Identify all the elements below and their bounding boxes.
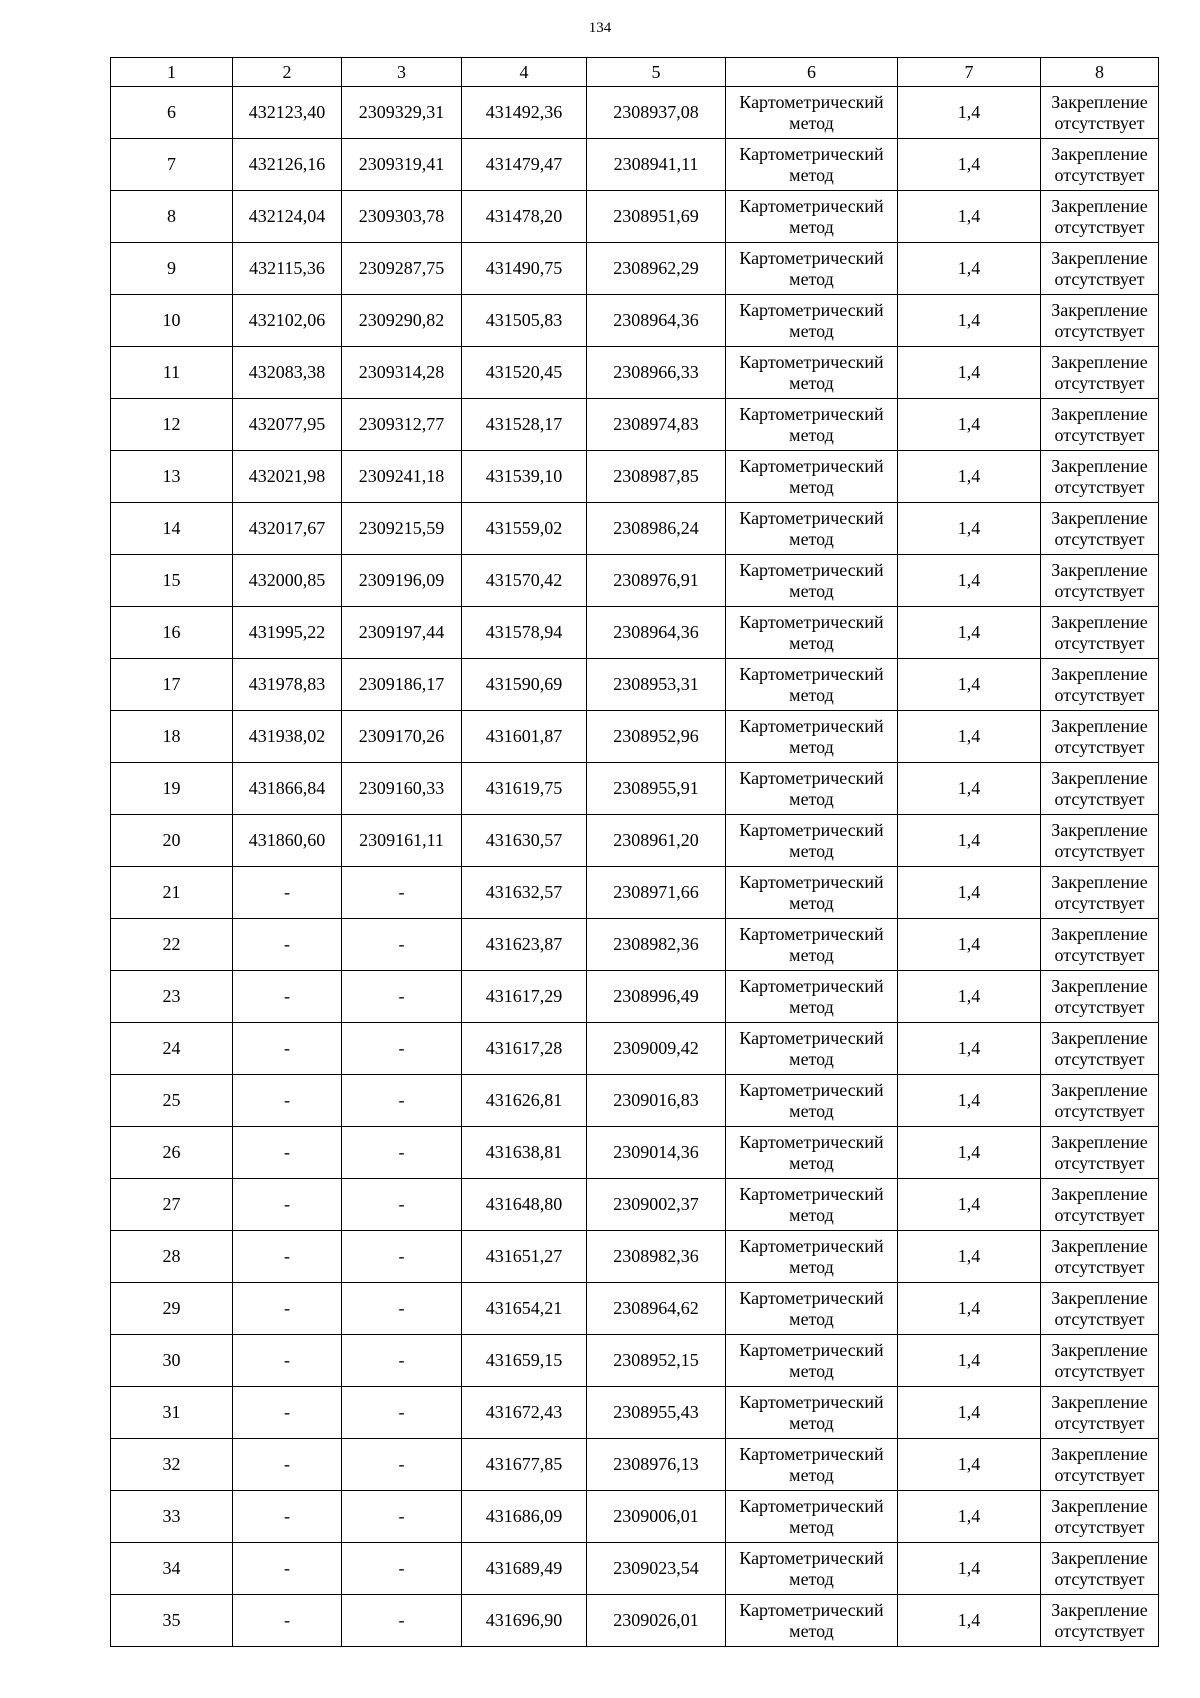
x-old-cell: 432017,67 (233, 503, 342, 555)
point-number-cell: 22 (111, 919, 233, 971)
fixing-cell: Закрепление отсутствует (1041, 503, 1159, 555)
method-cell: Картометрический метод (726, 815, 898, 867)
x-old-cell: - (233, 1127, 342, 1179)
table-row (111, 347, 1159, 399)
fixing-cell: Закрепление отсутствует (1041, 139, 1159, 191)
fixing-cell: Закрепление отсутствует (1041, 659, 1159, 711)
point-number-cell: 19 (111, 763, 233, 815)
method-cell: Картометрический метод (726, 503, 898, 555)
fixing-cell: Закрепление отсутствует (1041, 295, 1159, 347)
method-cell: Картометрический метод (726, 1543, 898, 1595)
fixing-cell: Закрепление отсутствует (1041, 1491, 1159, 1543)
accuracy-cell: 1,4 (898, 347, 1041, 399)
y-old-cell: - (342, 971, 462, 1023)
table-row (111, 243, 1159, 295)
x-old-cell: - (233, 1283, 342, 1335)
y-new-cell: 2308952,15 (587, 1335, 726, 1387)
method-cell: Картометрический метод (726, 763, 898, 815)
y-new-cell: 2308986,24 (587, 503, 726, 555)
point-number-cell: 10 (111, 295, 233, 347)
x-new-cell: 431689,49 (462, 1543, 587, 1595)
method-cell: Картометрический метод (726, 1075, 898, 1127)
fixing-cell: Закрепление отсутствует (1041, 711, 1159, 763)
x-new-cell: 431578,94 (462, 607, 587, 659)
y-new-cell: 2308976,13 (587, 1439, 726, 1491)
x-old-cell: - (233, 1387, 342, 1439)
accuracy-cell: 1,4 (898, 1075, 1041, 1127)
x-old-cell: 431938,02 (233, 711, 342, 763)
x-old-cell: 432000,85 (233, 555, 342, 607)
table-header-row (111, 58, 1159, 87)
table-row (111, 1127, 1159, 1179)
x-new-cell: 431479,47 (462, 139, 587, 191)
y-old-cell: 2309241,18 (342, 451, 462, 503)
x-new-cell: 431505,83 (462, 295, 587, 347)
point-number-cell: 14 (111, 503, 233, 555)
table-row (111, 1023, 1159, 1075)
y-old-cell: - (342, 1179, 462, 1231)
accuracy-cell: 1,4 (898, 1023, 1041, 1075)
x-old-cell: 432123,40 (233, 87, 342, 139)
y-new-cell: 2308982,36 (587, 1231, 726, 1283)
fixing-cell: Закрепление отсутствует (1041, 815, 1159, 867)
x-new-cell: 431490,75 (462, 243, 587, 295)
fixing-cell: Закрепление отсутствует (1041, 347, 1159, 399)
point-number-cell: 30 (111, 1335, 233, 1387)
fixing-cell: Закрепление отсутствует (1041, 971, 1159, 1023)
y-new-cell: 2309014,36 (587, 1127, 726, 1179)
x-new-cell: 431623,87 (462, 919, 587, 971)
point-number-cell: 21 (111, 867, 233, 919)
y-old-cell: - (342, 1595, 462, 1647)
y-old-cell: 2309186,17 (342, 659, 462, 711)
accuracy-cell: 1,4 (898, 607, 1041, 659)
fixing-cell: Закрепление отсутствует (1041, 607, 1159, 659)
column-header: 4 (462, 58, 587, 87)
method-cell: Картометрический метод (726, 399, 898, 451)
x-old-cell: - (233, 971, 342, 1023)
fixing-cell: Закрепление отсутствует (1041, 1179, 1159, 1231)
point-number-cell: 29 (111, 1283, 233, 1335)
fixing-cell: Закрепление отсутствует (1041, 1283, 1159, 1335)
x-new-cell: 431696,90 (462, 1595, 587, 1647)
y-old-cell: 2309312,77 (342, 399, 462, 451)
y-new-cell: 2309016,83 (587, 1075, 726, 1127)
x-new-cell: 431677,85 (462, 1439, 587, 1491)
x-new-cell: 431570,42 (462, 555, 587, 607)
x-old-cell: 431866,84 (233, 763, 342, 815)
y-old-cell: - (342, 1335, 462, 1387)
method-cell: Картометрический метод (726, 1283, 898, 1335)
y-old-cell: - (342, 1127, 462, 1179)
y-old-cell: - (342, 1231, 462, 1283)
accuracy-cell: 1,4 (898, 1491, 1041, 1543)
table-row (111, 1439, 1159, 1491)
x-old-cell: 432124,04 (233, 191, 342, 243)
table-row (111, 139, 1159, 191)
method-cell: Картометрический метод (726, 1491, 898, 1543)
x-old-cell: - (233, 1231, 342, 1283)
x-old-cell: - (233, 1595, 342, 1647)
y-old-cell: 2309160,33 (342, 763, 462, 815)
table-row (111, 763, 1159, 815)
y-old-cell: - (342, 1491, 462, 1543)
accuracy-cell: 1,4 (898, 659, 1041, 711)
x-new-cell: 431630,57 (462, 815, 587, 867)
point-number-cell: 25 (111, 1075, 233, 1127)
x-old-cell: - (233, 1491, 342, 1543)
y-new-cell: 2308966,33 (587, 347, 726, 399)
x-new-cell: 431617,29 (462, 971, 587, 1023)
x-old-cell: - (233, 867, 342, 919)
method-cell: Картометрический метод (726, 1179, 898, 1231)
x-old-cell: - (233, 1179, 342, 1231)
y-new-cell: 2308952,96 (587, 711, 726, 763)
accuracy-cell: 1,4 (898, 1595, 1041, 1647)
y-old-cell: - (342, 1387, 462, 1439)
fixing-cell: Закрепление отсутствует (1041, 867, 1159, 919)
fixing-cell: Закрепление отсутствует (1041, 555, 1159, 607)
x-new-cell: 431492,36 (462, 87, 587, 139)
fixing-cell: Закрепление отсутствует (1041, 1231, 1159, 1283)
method-cell: Картометрический метод (726, 1439, 898, 1491)
x-new-cell: 431559,02 (462, 503, 587, 555)
point-number-cell: 28 (111, 1231, 233, 1283)
table-row (111, 191, 1159, 243)
x-old-cell: 432102,06 (233, 295, 342, 347)
y-new-cell: 2309006,01 (587, 1491, 726, 1543)
table-row (111, 1179, 1159, 1231)
table-row (111, 1491, 1159, 1543)
fixing-cell: Закрепление отсутствует (1041, 451, 1159, 503)
point-number-cell: 31 (111, 1387, 233, 1439)
y-old-cell: - (342, 867, 462, 919)
x-new-cell: 431601,87 (462, 711, 587, 763)
table-row (111, 555, 1159, 607)
x-old-cell: 432021,98 (233, 451, 342, 503)
table-row (111, 971, 1159, 1023)
accuracy-cell: 1,4 (898, 815, 1041, 867)
x-old-cell: 432115,36 (233, 243, 342, 295)
table-row (111, 1543, 1159, 1595)
y-new-cell: 2308964,36 (587, 295, 726, 347)
table-row (111, 1231, 1159, 1283)
y-new-cell: 2308941,11 (587, 139, 726, 191)
table-row (111, 1075, 1159, 1127)
method-cell: Картометрический метод (726, 711, 898, 763)
point-number-cell: 35 (111, 1595, 233, 1647)
table-row (111, 503, 1159, 555)
y-new-cell: 2309023,54 (587, 1543, 726, 1595)
y-new-cell: 2309002,37 (587, 1179, 726, 1231)
fixing-cell: Закрепление отсутствует (1041, 243, 1159, 295)
accuracy-cell: 1,4 (898, 971, 1041, 1023)
fixing-cell: Закрепление отсутствует (1041, 763, 1159, 815)
method-cell: Картометрический метод (726, 1387, 898, 1439)
point-number-cell: 32 (111, 1439, 233, 1491)
method-cell: Картометрический метод (726, 971, 898, 1023)
accuracy-cell: 1,4 (898, 711, 1041, 763)
fixing-cell: Закрепление отсутствует (1041, 919, 1159, 971)
accuracy-cell: 1,4 (898, 399, 1041, 451)
fixing-cell: Закрепление отсутствует (1041, 1387, 1159, 1439)
y-old-cell: 2309161,11 (342, 815, 462, 867)
fixing-cell: Закрепление отсутствует (1041, 1335, 1159, 1387)
point-number-cell: 8 (111, 191, 233, 243)
y-old-cell: - (342, 1023, 462, 1075)
fixing-cell: Закрепление отсутствует (1041, 1543, 1159, 1595)
method-cell: Картометрический метод (726, 867, 898, 919)
y-old-cell: 2309290,82 (342, 295, 462, 347)
accuracy-cell: 1,4 (898, 555, 1041, 607)
x-new-cell: 431672,43 (462, 1387, 587, 1439)
accuracy-cell: 1,4 (898, 867, 1041, 919)
method-cell: Картометрический метод (726, 1127, 898, 1179)
page-number: 134 (588, 20, 612, 36)
table-row (111, 1387, 1159, 1439)
x-new-cell: 431638,81 (462, 1127, 587, 1179)
table-row (111, 451, 1159, 503)
y-new-cell: 2308976,91 (587, 555, 726, 607)
accuracy-cell: 1,4 (898, 1439, 1041, 1491)
y-new-cell: 2308996,49 (587, 971, 726, 1023)
point-number-cell: 26 (111, 1127, 233, 1179)
point-number-cell: 13 (111, 451, 233, 503)
y-old-cell: - (342, 1283, 462, 1335)
accuracy-cell: 1,4 (898, 1335, 1041, 1387)
fixing-cell: Закрепление отсутствует (1041, 87, 1159, 139)
table-row (111, 87, 1159, 139)
column-header: 2 (233, 58, 342, 87)
fixing-cell: Закрепление отсутствует (1041, 191, 1159, 243)
point-number-cell: 15 (111, 555, 233, 607)
y-new-cell: 2308951,69 (587, 191, 726, 243)
y-new-cell: 2309026,01 (587, 1595, 726, 1647)
point-number-cell: 16 (111, 607, 233, 659)
y-old-cell: 2309319,41 (342, 139, 462, 191)
fixing-cell: Закрепление отсутствует (1041, 399, 1159, 451)
point-number-cell: 6 (111, 87, 233, 139)
y-old-cell: 2309197,44 (342, 607, 462, 659)
table-row (111, 815, 1159, 867)
y-new-cell: 2308987,85 (587, 451, 726, 503)
table-body (111, 87, 1159, 1647)
x-old-cell: 431995,22 (233, 607, 342, 659)
y-old-cell: 2309196,09 (342, 555, 462, 607)
y-old-cell: 2309314,28 (342, 347, 462, 399)
table-row (111, 1283, 1159, 1335)
accuracy-cell: 1,4 (898, 1387, 1041, 1439)
x-old-cell: - (233, 919, 342, 971)
x-new-cell: 431478,20 (462, 191, 587, 243)
column-header: 8 (1041, 58, 1159, 87)
x-new-cell: 431648,80 (462, 1179, 587, 1231)
x-new-cell: 431651,27 (462, 1231, 587, 1283)
y-old-cell: 2309170,26 (342, 711, 462, 763)
point-number-cell: 27 (111, 1179, 233, 1231)
accuracy-cell: 1,4 (898, 1179, 1041, 1231)
y-old-cell: 2309303,78 (342, 191, 462, 243)
y-new-cell: 2308971,66 (587, 867, 726, 919)
y-new-cell: 2308974,83 (587, 399, 726, 451)
method-cell: Картометрический метод (726, 1023, 898, 1075)
column-header: 3 (342, 58, 462, 87)
x-new-cell: 431632,57 (462, 867, 587, 919)
x-old-cell: - (233, 1335, 342, 1387)
x-old-cell: - (233, 1075, 342, 1127)
x-old-cell: 431860,60 (233, 815, 342, 867)
y-new-cell: 2309009,42 (587, 1023, 726, 1075)
method-cell: Картометрический метод (726, 347, 898, 399)
method-cell: Картометрический метод (726, 1335, 898, 1387)
method-cell: Картометрический метод (726, 243, 898, 295)
x-old-cell: - (233, 1023, 342, 1075)
point-number-cell: 12 (111, 399, 233, 451)
x-old-cell: 432126,16 (233, 139, 342, 191)
fixing-cell: Закрепление отсутствует (1041, 1075, 1159, 1127)
y-old-cell: 2309329,31 (342, 87, 462, 139)
y-old-cell: - (342, 919, 462, 971)
method-cell: Картометрический метод (726, 191, 898, 243)
method-cell: Картометрический метод (726, 919, 898, 971)
y-new-cell: 2308982,36 (587, 919, 726, 971)
table-row (111, 919, 1159, 971)
x-new-cell: 431590,69 (462, 659, 587, 711)
x-old-cell: - (233, 1543, 342, 1595)
accuracy-cell: 1,4 (898, 139, 1041, 191)
accuracy-cell: 1,4 (898, 295, 1041, 347)
method-cell: Картометрический метод (726, 659, 898, 711)
x-new-cell: 431619,75 (462, 763, 587, 815)
accuracy-cell: 1,4 (898, 191, 1041, 243)
method-cell: Картометрический метод (726, 1231, 898, 1283)
table-row (111, 711, 1159, 763)
fixing-cell: Закрепление отсутствует (1041, 1023, 1159, 1075)
x-new-cell: 431626,81 (462, 1075, 587, 1127)
x-old-cell: - (233, 1439, 342, 1491)
x-new-cell: 431659,15 (462, 1335, 587, 1387)
x-new-cell: 431520,45 (462, 347, 587, 399)
column-header: 6 (726, 58, 898, 87)
accuracy-cell: 1,4 (898, 243, 1041, 295)
accuracy-cell: 1,4 (898, 1231, 1041, 1283)
y-new-cell: 2308964,62 (587, 1283, 726, 1335)
x-new-cell: 431617,28 (462, 1023, 587, 1075)
x-new-cell: 431654,21 (462, 1283, 587, 1335)
x-new-cell: 431686,09 (462, 1491, 587, 1543)
y-new-cell: 2308964,36 (587, 607, 726, 659)
x-old-cell: 432083,38 (233, 347, 342, 399)
point-number-cell: 33 (111, 1491, 233, 1543)
accuracy-cell: 1,4 (898, 1283, 1041, 1335)
fixing-cell: Закрепление отсутствует (1041, 1595, 1159, 1647)
point-number-cell: 24 (111, 1023, 233, 1075)
table-row (111, 867, 1159, 919)
table-row (111, 399, 1159, 451)
x-old-cell: 431978,83 (233, 659, 342, 711)
x-old-cell: 432077,95 (233, 399, 342, 451)
y-old-cell: 2309287,75 (342, 243, 462, 295)
fixing-cell: Закрепление отсутствует (1041, 1127, 1159, 1179)
x-new-cell: 431539,10 (462, 451, 587, 503)
table-row (111, 1335, 1159, 1387)
method-cell: Картометрический метод (726, 139, 898, 191)
table-row (111, 607, 1159, 659)
point-number-cell: 20 (111, 815, 233, 867)
table-row (111, 1595, 1159, 1647)
table-row (111, 295, 1159, 347)
accuracy-cell: 1,4 (898, 87, 1041, 139)
y-new-cell: 2308955,91 (587, 763, 726, 815)
y-old-cell: 2309215,59 (342, 503, 462, 555)
method-cell: Картометрический метод (726, 295, 898, 347)
accuracy-cell: 1,4 (898, 1127, 1041, 1179)
column-header: 5 (587, 58, 726, 87)
accuracy-cell: 1,4 (898, 763, 1041, 815)
method-cell: Картометрический метод (726, 607, 898, 659)
point-number-cell: 17 (111, 659, 233, 711)
accuracy-cell: 1,4 (898, 451, 1041, 503)
y-new-cell: 2308953,31 (587, 659, 726, 711)
y-new-cell: 2308961,20 (587, 815, 726, 867)
point-number-cell: 11 (111, 347, 233, 399)
table-row (111, 659, 1159, 711)
coordinates-table (110, 57, 1159, 1647)
y-new-cell: 2308937,08 (587, 87, 726, 139)
point-number-cell: 9 (111, 243, 233, 295)
fixing-cell: Закрепление отсутствует (1041, 1439, 1159, 1491)
point-number-cell: 23 (111, 971, 233, 1023)
y-old-cell: - (342, 1075, 462, 1127)
accuracy-cell: 1,4 (898, 1543, 1041, 1595)
x-new-cell: 431528,17 (462, 399, 587, 451)
column-header: 1 (111, 58, 233, 87)
y-new-cell: 2308955,43 (587, 1387, 726, 1439)
point-number-cell: 34 (111, 1543, 233, 1595)
column-header: 7 (898, 58, 1041, 87)
point-number-cell: 7 (111, 139, 233, 191)
accuracy-cell: 1,4 (898, 503, 1041, 555)
method-cell: Картометрический метод (726, 87, 898, 139)
point-number-cell: 18 (111, 711, 233, 763)
method-cell: Картометрический метод (726, 1595, 898, 1647)
accuracy-cell: 1,4 (898, 919, 1041, 971)
method-cell: Картометрический метод (726, 451, 898, 503)
y-new-cell: 2308962,29 (587, 243, 726, 295)
y-old-cell: - (342, 1543, 462, 1595)
method-cell: Картометрический метод (726, 555, 898, 607)
y-old-cell: - (342, 1439, 462, 1491)
